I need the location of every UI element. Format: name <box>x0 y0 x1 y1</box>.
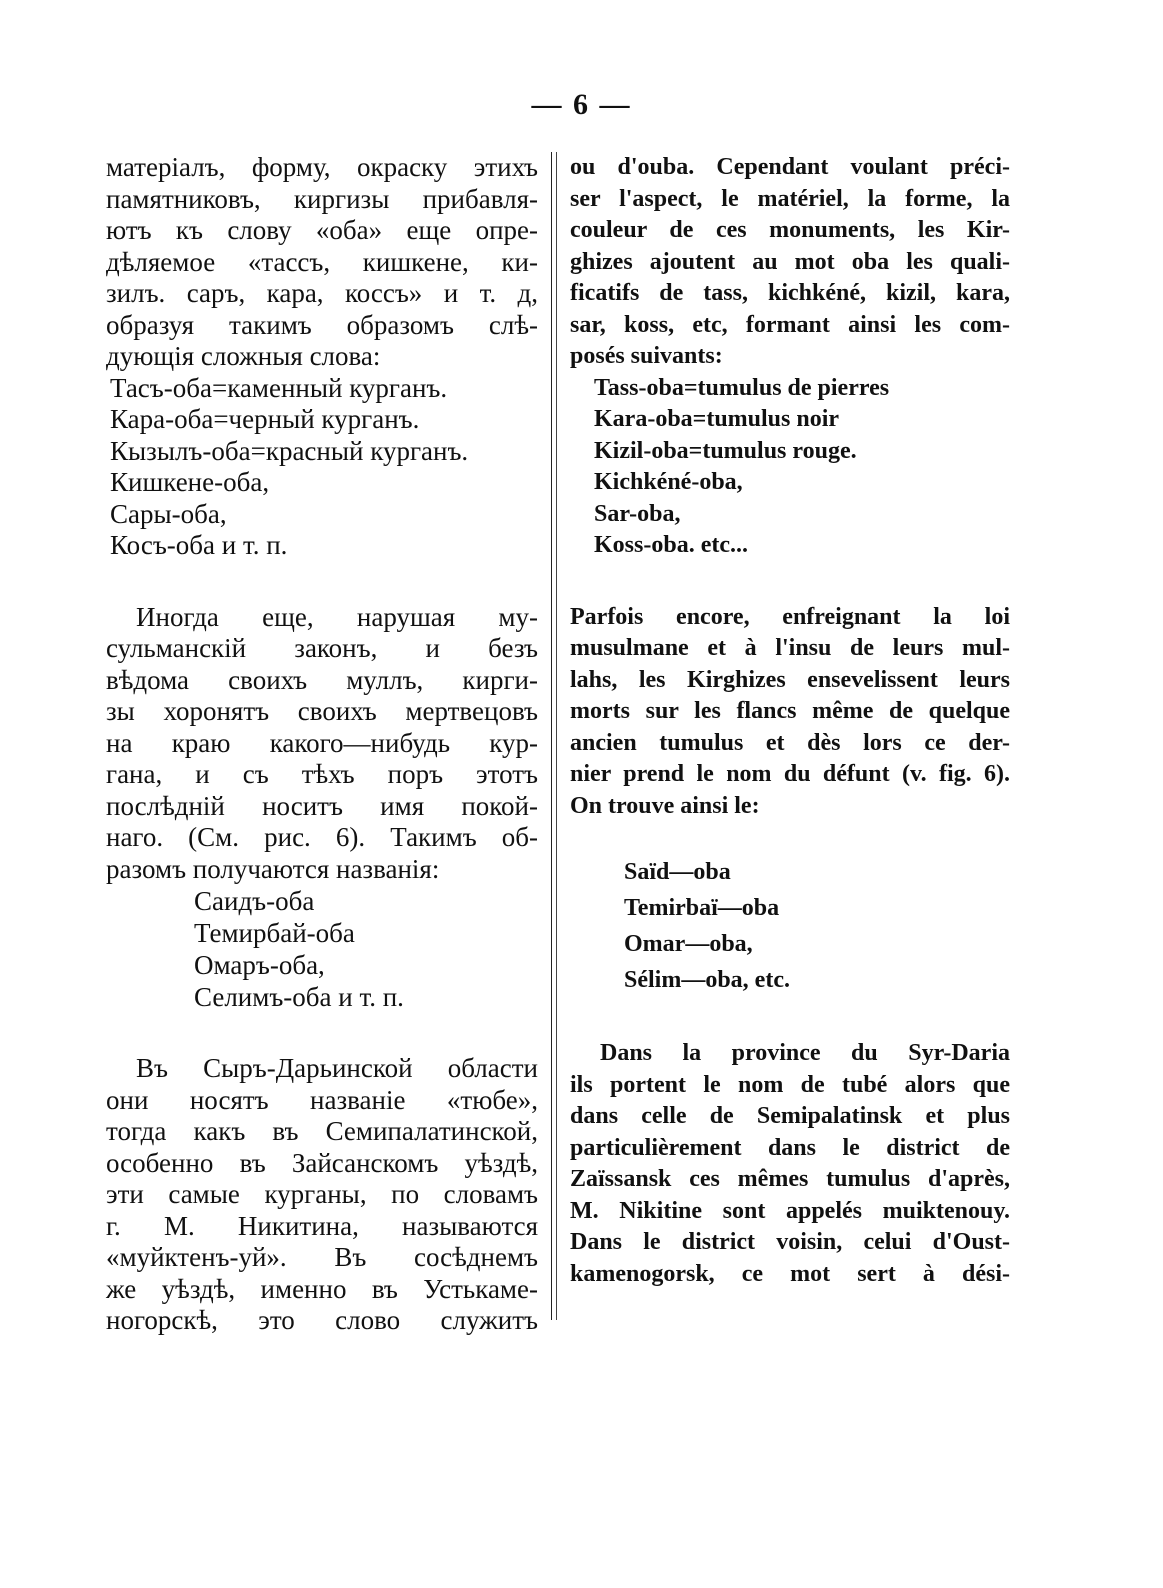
text-line: Въ Сыръ-Дарьинской области <box>136 1053 538 1083</box>
text-line: разомъ получаются названія: <box>106 853 440 884</box>
french-paragraph-1 <box>570 152 1010 373</box>
text-line: On trouve ainsi le: <box>570 792 760 819</box>
text-line: зы хоронятъ своихъ мертвецовъ <box>106 696 538 726</box>
text-line: ils portent le nom de tubé alors que <box>570 1071 1010 1098</box>
text-line: сульманскій законъ, и безъ <box>106 633 538 663</box>
list-item: Тасъ-оба=каменный курганъ. <box>110 372 448 403</box>
list-item: Kara-oba=tumulus noir <box>594 406 840 432</box>
list-item: Темирбай-оба <box>194 918 355 948</box>
text-line: матеріалъ, форму, окраску этихъ <box>106 152 538 182</box>
text-line: ghizes ajoutent au mot oba les quali- <box>570 248 1010 275</box>
russian-column <box>106 152 538 1337</box>
french-paragraph-3 <box>570 1038 1010 1290</box>
text-line: памятниковъ, киргизы прибавля- <box>106 183 538 214</box>
text-line: particulièrement dans le district de <box>570 1134 1010 1161</box>
french-list-1 <box>570 373 1010 562</box>
text-line: наго. (См. рис. 6). Такимъ об- <box>106 822 538 852</box>
russian-paragraph-2 <box>106 602 538 886</box>
text-line: ютъ къ слову «оба» еще опре- <box>106 215 538 245</box>
text-line: nier prend le nom du défunt (v. fig. 6). <box>570 761 1010 787</box>
list-item: Temirbaï—oba <box>624 895 780 921</box>
text-line: morts sur les flancs même de quelque <box>570 698 1010 724</box>
text-line: на краю какого—нибудь кур- <box>106 727 538 758</box>
text-line: послѣдній носитъ имя покой- <box>106 790 538 821</box>
text-line: ancien tumulus et dès lors ce der- <box>570 729 1010 756</box>
list-item: Tass-oba=tumulus de pierres <box>594 374 890 401</box>
text-line: г. М. Никитина, называются <box>106 1210 538 1241</box>
text-line: musulmane et à l'insu de leurs mul- <box>570 635 1010 661</box>
list-item: Кара-оба=черный курганъ. <box>110 404 420 434</box>
list-item: Sar-oba, <box>594 500 681 527</box>
text-line: Dans la province du Syr-Daria <box>600 1040 1010 1066</box>
text-line: kamenogorsk, ce mot sert à dési- <box>570 1260 1010 1287</box>
list-item: Омаръ-оба, <box>194 950 325 980</box>
french-column <box>570 152 1010 1290</box>
text-line: Zaïssansk ces mêmes tumulus d'après, <box>570 1166 1010 1192</box>
russian-paragraph-3 <box>106 1053 538 1337</box>
text-line: дующія сложныя слова: <box>106 341 381 371</box>
text-line: Dans le district voisin, celui d'Oust- <box>570 1229 1010 1255</box>
list-item: Сары-оба, <box>110 498 227 529</box>
text-line: «муйктенъ-уй». Въ сосѣднемъ <box>106 1242 538 1272</box>
text-line: ou d'ouba. Cependant voulant préci- <box>570 154 1010 180</box>
text-line: ficatifs de tass, kichkéné, kizil, kara, <box>570 280 1010 306</box>
list-item: Косъ-оба и т. п. <box>110 530 288 560</box>
text-line: зилъ. саръ, кара, коссъ» и т. д, <box>106 278 538 308</box>
text-line: они носятъ названіе «тюбе», <box>106 1084 538 1115</box>
text-line: dans celle de Semipalatinsk et plus <box>570 1103 1010 1129</box>
text-line: эти самые курганы, по словамъ <box>106 1179 538 1209</box>
list-item: Sélim—oba, etc. <box>624 967 790 993</box>
text-line: образуя такимъ образомъ слѣ- <box>106 309 538 340</box>
list-item: Кызылъ-оба=красный курганъ. <box>110 435 469 466</box>
list-item: Кишкене-оба, <box>110 467 270 497</box>
text-line: M. Nikitine sont appelés muiktenouy. <box>570 1197 1010 1224</box>
text-line: же уѣздѣ, именно въ Устькаме- <box>106 1273 538 1304</box>
text-line: Parfois encore, enfreignant la loi <box>570 603 1010 630</box>
text-line: ser l'aspect, le matériel, la forme, la <box>570 185 1010 212</box>
text-line: вѣдома своихъ муллъ, кирги- <box>106 664 538 695</box>
text-line: couleur de ces monuments, les Kir- <box>570 217 1010 243</box>
french-list-2 <box>570 854 1010 998</box>
french-paragraph-2 <box>570 602 1010 823</box>
text-line: lahs, les Kirghizes ensevelissent leurs <box>570 666 1010 693</box>
text-line: дѣляемое «тассъ, кишкене, ки- <box>106 246 538 277</box>
text-line: особенно въ Зайсанскомъ уѣздѣ, <box>106 1147 538 1178</box>
list-item: Koss-oba. etc... <box>594 532 748 558</box>
text-line: sar, koss, etc, formant ainsi les com- <box>570 311 1010 338</box>
page-number: — 6 — <box>531 88 632 121</box>
list-item: Saïd—oba <box>624 859 731 885</box>
column-divider <box>551 152 552 1320</box>
list-item: Kichkéné-oba, <box>594 469 743 495</box>
text-line: posés suivants: <box>570 343 723 369</box>
text-line: гана, и съ тѣхъ поръ этотъ <box>106 759 538 789</box>
list-item: Kizil-oba=tumulus rouge. <box>594 437 857 464</box>
column-divider-inner <box>556 152 557 1320</box>
russian-paragraph-1 <box>106 152 538 373</box>
russian-list-1 <box>106 373 538 562</box>
list-item: Селимъ-оба и т. п. <box>194 982 404 1012</box>
text-line: Иногда еще, нарушая му- <box>136 601 538 632</box>
russian-list-2 <box>106 885 538 1013</box>
text-line: тогда какъ въ Семипалатинской, <box>106 1116 538 1146</box>
text-line: ногорскѣ, это слово служитъ <box>106 1305 538 1335</box>
list-item: Omar—oba, <box>624 931 753 957</box>
list-item: Саидъ-оба <box>194 886 315 916</box>
